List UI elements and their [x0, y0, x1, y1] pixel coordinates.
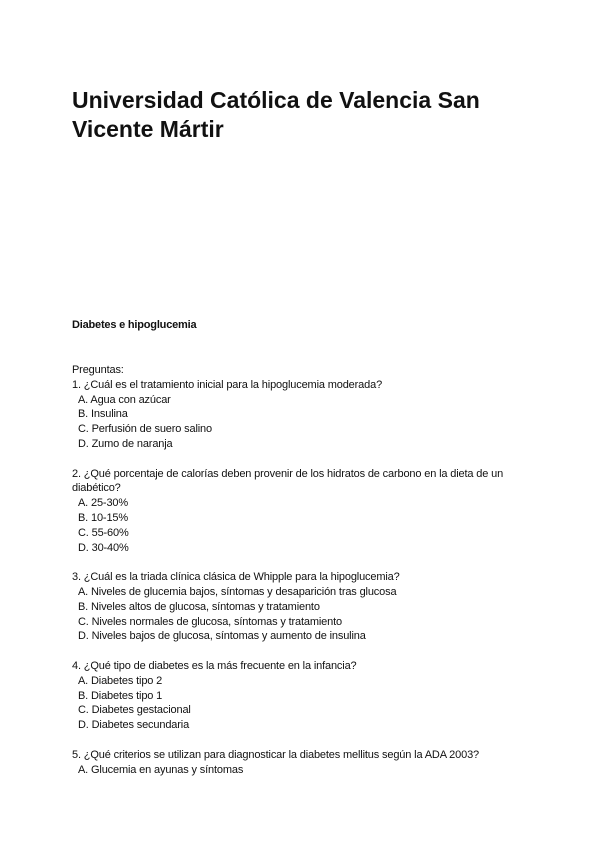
option-b: B. Insulina	[78, 408, 128, 421]
question-text: 4. ¿Qué tipo de diabetes es la más frecuente en la infancia?	[72, 659, 357, 672]
question-1	[72, 378, 542, 452]
document-title: Universidad Católica de Valencia San Vicente Mártir	[72, 87, 480, 142]
question-4	[72, 659, 542, 733]
option-c: C. 55-60%	[78, 526, 129, 539]
question-5	[72, 748, 542, 778]
question-text: 2. ¿Qué porcentaje de calorías deben provenir de los hidratos de carbono en la dieta de un diabético?	[72, 467, 504, 495]
question-text: 5. ¿Qué criterios se utilizan para diagnosticar la diabetes mellitus según la ADA 2003?	[72, 748, 480, 761]
question-text: 1. ¿Cuál es el tratamiento inicial para la hipoglucemia moderada?	[72, 378, 383, 391]
option-a: A. Diabetes tipo 2	[78, 674, 163, 687]
option-b: B. Diabetes tipo 1	[78, 689, 163, 702]
spacer	[72, 555, 542, 570]
option-b: B. 10-15%	[78, 511, 129, 524]
option-a: A. Agua con azúcar	[78, 393, 171, 406]
option-a: A. Glucemia en ayunas y síntomas	[78, 763, 244, 776]
question-2	[72, 467, 542, 556]
option-b: B. Niveles altos de glucosa, síntomas y tratamiento	[78, 600, 320, 613]
option-a: A. 25-30%	[78, 497, 129, 510]
section-heading: Diabetes e hipoglucemia	[72, 319, 197, 331]
option-a: A. Niveles de glucemia bajos, síntomas y desaparición tras glucosa	[78, 585, 397, 598]
option-c: C. Perfusión de suero salino	[78, 423, 212, 436]
option-d: D. Niveles bajos de glucosa, síntomas y aumento de insulina	[78, 630, 366, 643]
spacer	[72, 733, 542, 748]
option-c: C. Diabetes gestacional	[78, 704, 191, 717]
questions-body	[72, 363, 542, 777]
option-d: D. Diabetes secundaria	[78, 719, 190, 732]
spacer	[72, 452, 542, 467]
option-d: D. Zumo de naranja	[78, 437, 173, 450]
option-c: C. Niveles normales de glucosa, síntomas y tratamiento	[78, 615, 342, 628]
questions-label: Preguntas:	[72, 364, 124, 376]
spacer	[72, 644, 542, 659]
question-text: 3. ¿Cuál es la triada clínica clásica de Whipple para la hipoglucemia?	[72, 571, 400, 584]
question-3	[72, 570, 542, 644]
option-d: D. 30-40%	[78, 541, 129, 554]
